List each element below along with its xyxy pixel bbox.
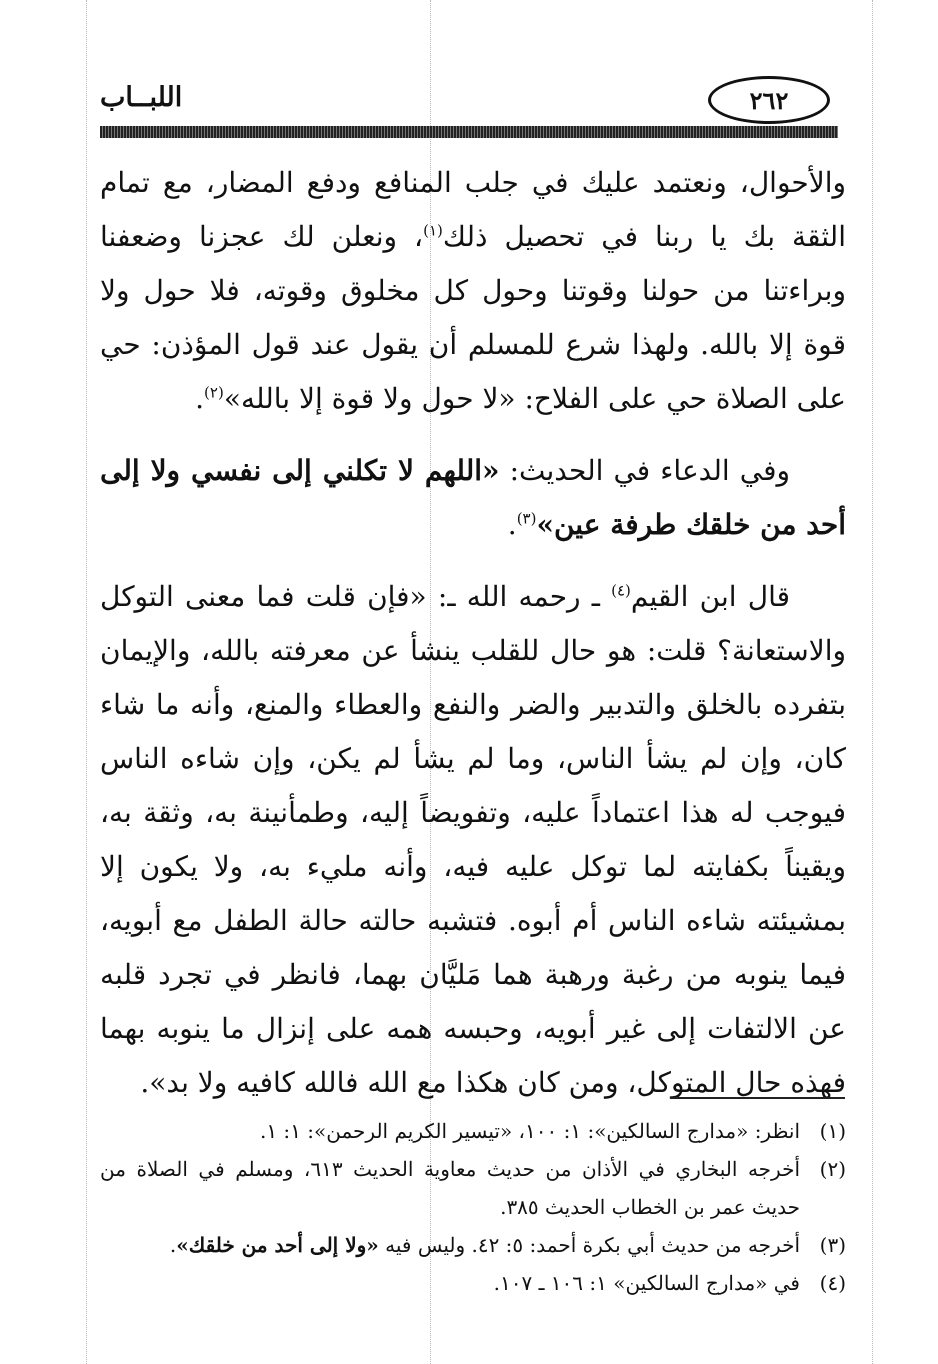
- paragraph-1-end: .: [195, 382, 205, 415]
- hadith-quote: «اللهم لا تكلني إلى نفسي ولا إلى أحد من خلقك طرفة عين»: [100, 454, 846, 541]
- page-number-badge: [708, 76, 830, 124]
- footnote-ref-3: (٣): [516, 509, 537, 528]
- footnote-text-a: أخرجه من حديث أبي بكرة أحمد: ٥: ٤٢. وليس فيه: [378, 1233, 800, 1257]
- footnote-text: أخرجه البخاري في الأذان من حديث معاوية الحديث ٦١٣، ومسلم في الصلاة من حديث عمر بن الخطاب الحديث ٣٨٥.: [100, 1157, 800, 1219]
- scan-artifact-line-left: [86, 0, 87, 1364]
- footnote-item: [100, 1112, 846, 1150]
- paragraph-gap: [100, 426, 846, 444]
- footnote-item: [100, 1264, 846, 1302]
- paragraph-2-intro: وفي الدعاء في الحديث:: [499, 454, 790, 487]
- footnote-quote: «ولا إلى أحد من خلقك»: [176, 1233, 379, 1257]
- footnote-number: (٤): [819, 1271, 846, 1295]
- paragraph-2-end: .: [507, 508, 517, 541]
- footnote-ref-2: (٢): [204, 383, 224, 402]
- footnote-item: [100, 1150, 846, 1226]
- footnote-number: (٢): [819, 1157, 846, 1181]
- paragraph-1: [100, 156, 846, 426]
- footnote-rule: [670, 1097, 845, 1099]
- footnote-ref-4: (٤): [611, 581, 631, 600]
- paragraph-3-text-b: ـ رحمه الله ـ: «فإن قلت فما معنى التوكل والاستعانة؟ قلت: هو حال للقلب ينشأ عن معرفته بالله، والإيمان بتفرده بالخلق والتدبير والضر والنفع والعطاء والمنع، وأنه ما شاء كان، وإن لم يشأ الناس، وما لم يشأ لم يكن، وإن شاءه الناس فيوجب له هذا اعتماداً عليه، وتفويضاً إليه، وطمأنينة به، وثقة به، ويقيناً بكفايته لما توكل عليه فيه، وأنه مليء به، ولا يكون إلا بمشيئته شاءه الناس أم أبوه. فتشبه حالته حالة الطفل مع أبويه، فيما ينوبه من رغبة ورهبة هما مَليَّان بهما، فانظر في تجرد قلبه عن الالتفات إلى غير أبويه، وحبسه همه على إنزال ما ينوبه بهما فهذه حال المتوكل، ومن كان هكذا مع الله فالله كافيه ولا بد».: [100, 580, 846, 1099]
- footnote-item: [100, 1226, 846, 1264]
- paragraph-1-text-a: والأحوال، ونعتمد عليك في جلب المنافع ودفع المضار، مع تمام الثقة بك يا ربنا في تحصيل ذلك: [100, 166, 846, 253]
- header-rule: [100, 126, 838, 138]
- paragraph-1-text-b: ، ونعلن لك عجزنا وضعفنا وبراءتنا من حولنا وقوتنا وحول كل مخلوق وقوته، فلا حول ولا قوة إلا بالله. ولهذا شرع للمسلم أن يقول عند قول المؤذن: حي على الصلاة حي على الفلاح: «لا حول ولا قوة إلا بالله»: [100, 220, 846, 415]
- paragraph-3: [100, 570, 846, 1110]
- main-text: [100, 156, 846, 1110]
- footnote-number: (١): [819, 1119, 846, 1143]
- footnote-text: [100, 1226, 800, 1264]
- paragraph-3-text-a: قال ابن القيم: [630, 580, 790, 613]
- footnote-text: في «مدارج السالكين» ١: ١٠٦ ـ ١٠٧.: [493, 1271, 800, 1295]
- page-number: ٢٦٢: [749, 85, 789, 115]
- paragraph-2: [100, 444, 846, 552]
- footnote-ref-1: (١): [423, 221, 443, 240]
- footnote-number: (٣): [819, 1233, 846, 1257]
- scan-artifact-line-right: [872, 0, 873, 1364]
- running-title: اللبــاب: [100, 82, 183, 113]
- footnote-text-b: .: [169, 1233, 177, 1257]
- footnote-text: انظر: «مدارج السالكين»: ١: ١٠٠، «تيسير الكريم الرحمن»: ١: ١.: [259, 1119, 800, 1143]
- page-header: [100, 72, 838, 132]
- paragraph-gap: [100, 552, 846, 570]
- footnotes: [100, 1112, 846, 1302]
